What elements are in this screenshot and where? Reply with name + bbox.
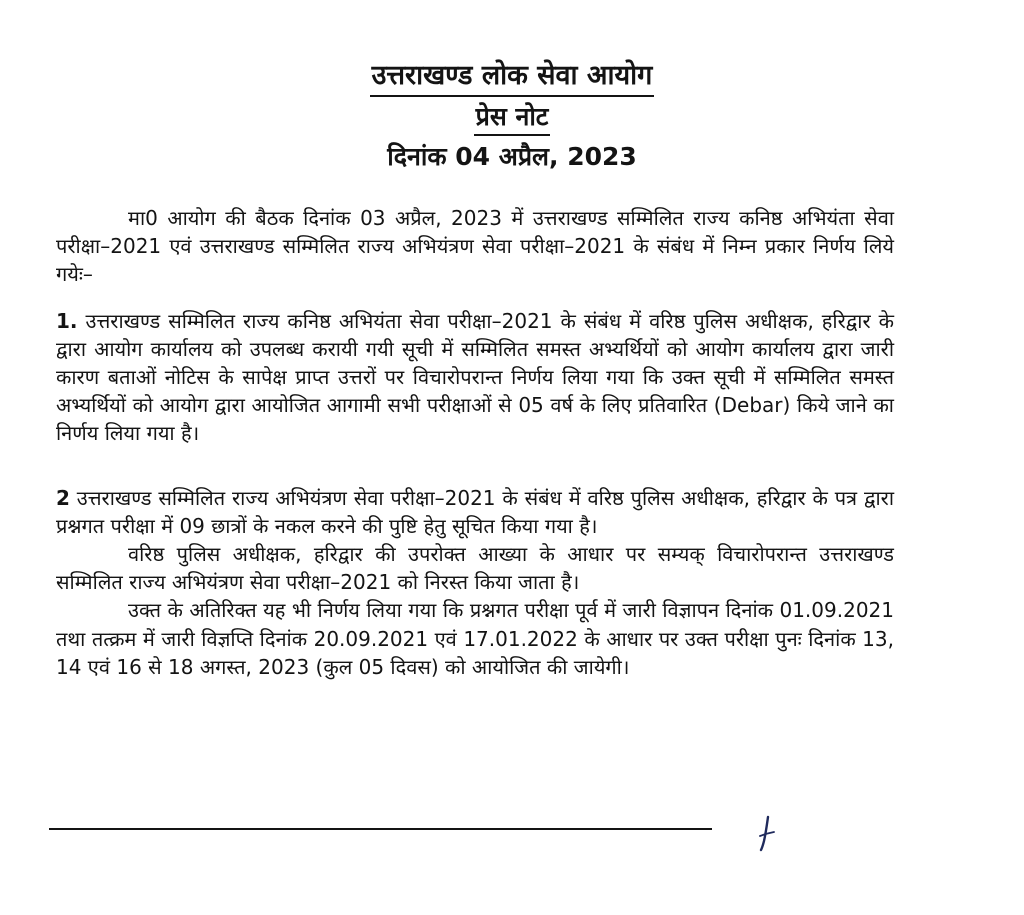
decision-2-number: 2 bbox=[56, 485, 70, 510]
organization-title: उत्तराखण्ड लोक सेवा आयोग bbox=[370, 58, 655, 97]
signature-mark-icon bbox=[752, 814, 782, 854]
decision-1 bbox=[56, 307, 894, 448]
decision-1-text: उत्तराखण्ड सम्मिलित राज्य कनिष्ठ अभियंता सेवा परीक्षा–2021 के संबंध में वरिष्ठ पुलिस अधीक्षक, हरिद्वार के द्वारा आयोग कार्यालय को उपलब्ध करायी गयी सूची में सम्मिलित समस्त अभ्यर्थियों को आयोग कार्यालय द्वारा जारी कारण बताओं नोटिस के सापेक्ष प्राप्त उत्तरों पर विचारोपरान्त निर्णय लिया गया कि उक्त सूची में सम्मिलित समस्त अभ्यर्थियों को आयोग द्वारा आयोजित आगामी सभी परीक्षाओं से 05 वर्ष के लिए प्रतिवारित (Debar) किये जाने का निर्णय लिया गया है। bbox=[56, 308, 895, 446]
document-type-title: प्रेस नोट bbox=[474, 101, 551, 136]
decision-1-number: 1. bbox=[56, 308, 78, 333]
decision-2-reexam-paragraph: उक्त के अतिरिक्त यह भी निर्णय लिया गया कि प्रश्नगत परीक्षा पूर्व में जारी विज्ञापन दिनांक 01.09.2021 तथा तत्क्रम में जारी विज्ञप्ति दिनांक 20.09.2021 एवं 17.01.2022 के आधार पर उक्त परीक्षा पुनः दिनांक 13, 14 एवं 16 से 18 अगस्त, 2023 (कुल 05 दिवस) को आयोजित की जायेगी। bbox=[56, 598, 894, 679]
decision-2-cancellation-paragraph: वरिष्ठ पुलिस अधीक्षक, हरिद्वार की उपरोक्त आख्या के आधार पर सम्यक् विचारोपरान्त उत्तराखण्ड सम्मिलित राज्य अभियंत्रण सेवा परीक्षा–2021 को निरस्त किया जाता है। bbox=[56, 542, 894, 595]
document-header bbox=[0, 58, 1024, 174]
decision-2 bbox=[56, 484, 894, 540]
signature-line bbox=[49, 828, 712, 830]
intro-paragraph: मा0 आयोग की बैठक दिनांक 03 अप्रैल, 2023 में उत्तराखण्ड सम्मिलित राज्य कनिष्ठ अभियंता सेवा परीक्षा–2021 एवं उत्तराखण्ड सम्मिलित राज्य अभियंत्रण सेवा परीक्षा–2021 के संबंध में निम्न प्रकार निर्णय लिये गयेः– bbox=[56, 206, 894, 287]
document-date: दिनांक 04 अप्रैल, 2023 bbox=[387, 142, 637, 171]
document-body bbox=[56, 204, 894, 681]
decision-2-text: उत्तराखण्ड सम्मिलित राज्य अभियंत्रण सेवा परीक्षा–2021 के संबंध में वरिष्ठ पुलिस अधीक्षक, हरिद्वार के पत्र द्वारा प्रश्नगत परीक्षा में 09 छात्रों के नकल करने की पुष्टि हेतु सूचित किया गया है। bbox=[56, 485, 894, 538]
